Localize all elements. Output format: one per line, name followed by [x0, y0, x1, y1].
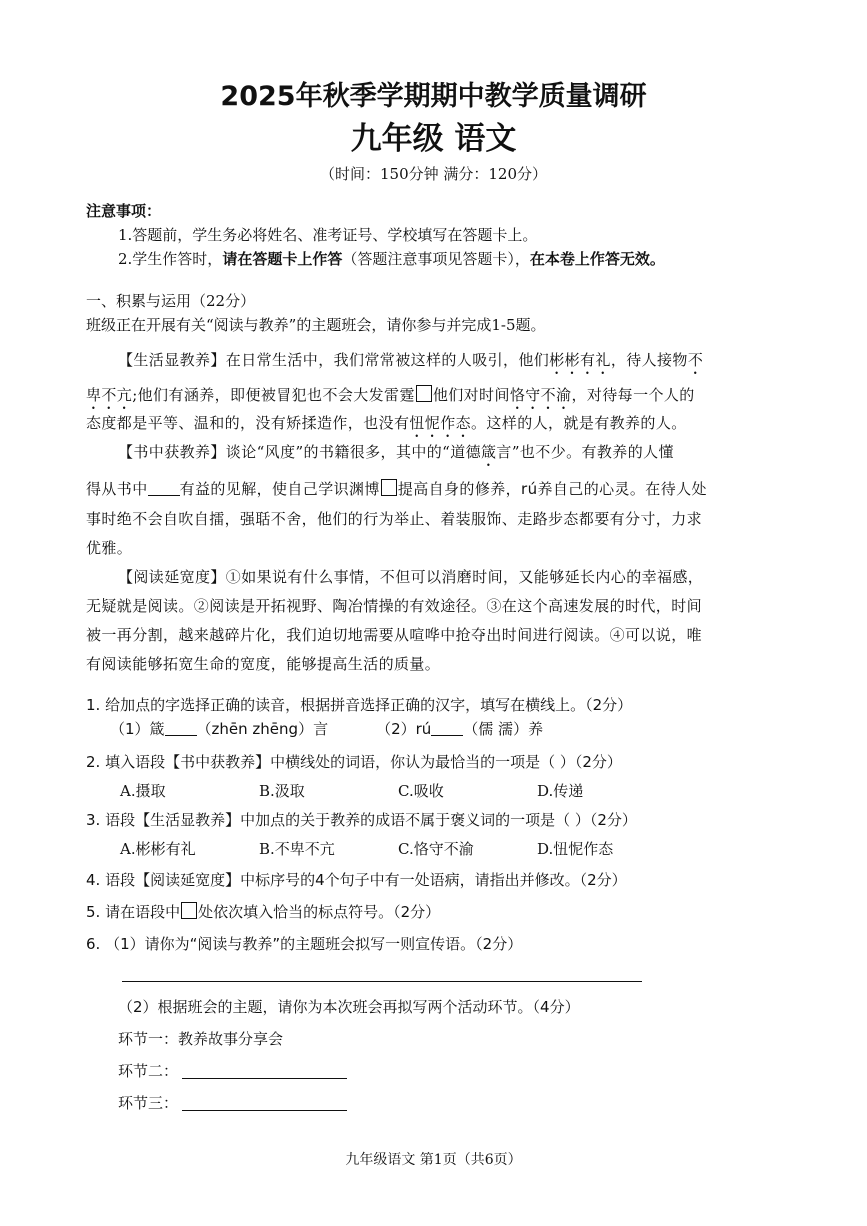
notice-heading: 注意事项：: [86, 202, 162, 220]
text-span: 提高自身的修养，: [397, 480, 522, 498]
question-2-option-d[interactable]: D.传递: [537, 782, 584, 800]
text-span: ，待人接物: [610, 351, 688, 369]
text-span: （儒 濡）养: [463, 720, 544, 738]
text-span: ，对待每一个人的: [571, 386, 695, 404]
answer-line[interactable]: [182, 1078, 347, 1079]
question-1-subparts: [110, 718, 543, 739]
dotted-idiom: 不: [687, 351, 704, 369]
punctuation-box-icon: [181, 902, 197, 919]
question-3-option-a[interactable]: A.彬彬有礼: [120, 840, 196, 858]
text-span: 【生活显教养】在日常生活中，我们常常被这样的人吸引，他们: [118, 351, 550, 369]
notice-item-2-bold: 请在答题卡上作答: [222, 250, 343, 268]
answer-line[interactable]: [122, 981, 642, 982]
passage-line: [86, 384, 695, 413]
passage-line: 【阅读延宽度】①如果说有什么事情，不但可以消磨时间，又能够延长内心的幸福感，: [118, 568, 704, 586]
notice-item-2: [118, 248, 665, 269]
passage-line: [118, 441, 674, 470]
passage-line: 无疑就是阅读。②阅读是开拓视野、陶冶情操的有效途径。③在这个高速发展的时代，时间: [86, 597, 703, 615]
activity-step-1: 环节一：教养故事分享会: [118, 1030, 284, 1048]
text-span: 【书中获教养】谈论“风度”的书籍很多，其中的“道德: [118, 443, 482, 461]
text-span: 环节二：: [118, 1062, 179, 1080]
punctuation-box[interactable]: [381, 479, 397, 496]
activity-step-3: [118, 1092, 347, 1113]
passage-line: [86, 412, 687, 441]
text-span: 。这样的人，就是有教养的人。: [471, 414, 687, 432]
passage-line: 有阅读能够拓宽生命的宽度，能够提高生活的质量。: [86, 655, 441, 673]
fill-blank[interactable]: [165, 735, 197, 736]
text-span: 言”也不少。有教养的人懂: [496, 443, 674, 461]
text-span: 他们对时间: [432, 386, 510, 404]
passage-line: 被一再分割，越来越碎片化，我们迫切地需要从喧哗中抢夺出时间进行阅读。④可以说，唯: [86, 626, 703, 644]
dotted-idiom: 恪守不渝: [509, 386, 572, 404]
exam-subject: 九年级 语文: [350, 121, 517, 157]
question-6-part-2: （2）根据班会的主题，请你为本次班会再拟写两个活动环节。（4分）: [118, 998, 580, 1016]
question-2-option-a[interactable]: A.摄取: [120, 782, 166, 800]
text-span: 态度都是平等、温和的，没有矫揉造作，也没有: [86, 414, 410, 432]
question-6: 6. （1）请你为“阅读与教养”的主题班会拟写一则宣传语。（2分）: [86, 935, 523, 953]
exam-info: （时间：150分钟 满分：120分）: [319, 165, 548, 183]
question-3: 3. 语段【生活显教养】中加点的关于教养的成语不属于褒义词的一项是（ ）（2分）: [86, 811, 637, 829]
punctuation-box[interactable]: [416, 385, 432, 402]
text-span: ;他们有涵养，即便被冒犯也不会大发雷霆: [132, 386, 415, 404]
text-span: 得从书中: [86, 480, 148, 498]
dotted-idiom: 彬彬有礼: [549, 351, 611, 369]
passage-line: [86, 478, 707, 499]
exam-title: 2025年秋季学期期中教学质量调研: [220, 81, 647, 112]
question-3-option-d[interactable]: D.忸怩作态: [537, 840, 614, 858]
text-span: 有益的见解，使自己学识渊博: [179, 480, 380, 498]
fill-blank[interactable]: [431, 735, 463, 736]
notice-item-1: 1.答题前，学生务必将姓名、准考证号、学校填写在答题卡上。: [118, 226, 538, 244]
activity-step-2: [118, 1060, 347, 1081]
text-span: （2）rú: [376, 720, 432, 738]
text-span: （zhēn zhēng）言: [196, 720, 329, 738]
question-3-option-b[interactable]: B.不卑不亢: [259, 840, 335, 858]
question-3-option-c[interactable]: C.恪守不渝: [398, 840, 474, 858]
question-4: 4. 语段【阅读延宽度】中标序号的4个句子中有一处语病，请指出并修改。（2分）: [86, 871, 627, 889]
passage-line: [118, 349, 703, 378]
question-2-option-b[interactable]: B.汲取: [259, 782, 305, 800]
section-heading: 一、积累与运用（22分）: [86, 292, 256, 310]
pinyin: rú: [521, 480, 538, 498]
text-span: 养自己的心灵。在待人处: [537, 480, 707, 498]
fill-blank[interactable]: [148, 495, 180, 496]
notice-item-2-part: （答题注意事项见答题卡），: [342, 250, 530, 268]
dotted-char: 箴: [481, 443, 497, 461]
section-intro: 班级正在开展有关“阅读与教养”的主题班会，请你参与并完成1-5题。: [86, 316, 546, 334]
question-2-option-c[interactable]: C.吸收: [398, 782, 444, 800]
text-span: 5. 请在语段中: [86, 903, 181, 921]
passage-line: 事时绝不会自吹自擂，强聒不舍，他们的行为举止、着装服饰、走路步态都要有分寸，力求: [86, 510, 703, 528]
dotted-idiom: 卑不亢: [86, 386, 133, 404]
question-1: 1. 给加点的字选择正确的读音，根据拼音选择正确的汉字，填写在横线上。（2分）: [86, 696, 633, 714]
page-footer: 九年级语文 第1页（共6页）: [345, 1152, 522, 1168]
text-span: （1）箴: [110, 720, 165, 738]
text-span: 处依次填入恰当的标点符号。（2分）: [198, 903, 441, 921]
notice-item-2-part: 2.学生作答时，: [118, 250, 223, 268]
answer-line[interactable]: [182, 1110, 347, 1111]
question-5: [86, 901, 440, 922]
question-2: 2. 填入语段【书中获教养】中横线处的词语，你认为最恰当的一项是（ ）（2分）: [86, 753, 622, 771]
passage-line: 优雅。: [86, 539, 133, 557]
notice-item-2-bold: 在本卷上作答无效。: [529, 250, 665, 268]
text-span: 环节三：: [118, 1094, 179, 1112]
dotted-idiom: 忸怩作态: [409, 414, 472, 432]
